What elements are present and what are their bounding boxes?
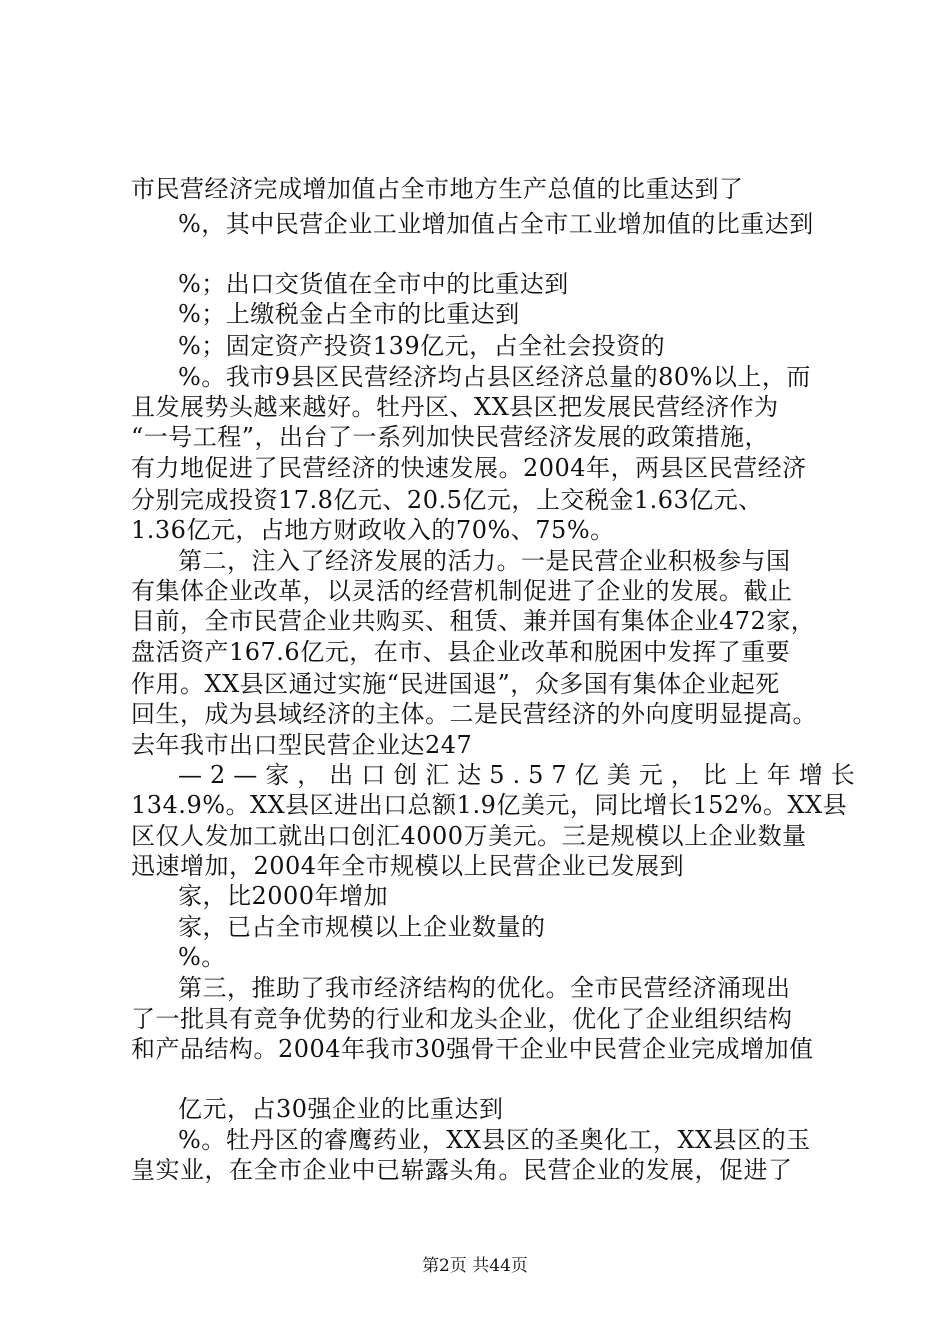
- text-line-11: 1.36亿元，占地方财政收入的70%、75%。: [131, 516, 615, 544]
- text-line-26: 第三，推助了我市经济结构的优化。全市民营经济涌现出: [178, 974, 791, 1002]
- text-line-3: %；出口交货值在全市中的比重达到: [178, 270, 569, 298]
- text-line-18: 去年我市出口型民营企业达247: [131, 731, 473, 759]
- text-line-6: %。我市9县区民营经济均占县区经济总量的80%以上，而: [178, 363, 811, 391]
- text-line-14: 目前，全市民营企业共购买、租赁、兼并国有集体企业472家，: [131, 607, 816, 635]
- text-line-13: 有集体企业改革，以灵活的经营机制促进了企业的发展。截止: [131, 577, 793, 605]
- text-line-29: 亿元，占30强企业的比重达到: [178, 1095, 504, 1123]
- text-line-27: 了一批具有竞争优势的行业和龙头企业，优化了企业组织结构: [131, 1005, 793, 1033]
- text-line-8: “一号工程”，出台了一系列加快民营经济发展的政策措施，: [131, 423, 770, 451]
- text-line-4: %；上缴税金占全市的比重达到: [178, 300, 520, 328]
- text-line-7: 且发展势头越来越好。牡丹区、XX县区把发展民营经济作为: [131, 393, 779, 421]
- text-line-23: 家，比2000年增加: [178, 882, 389, 910]
- text-line-16: 作用。XX县区通过实施“民进国退”，众多国有集体企业起死: [131, 670, 780, 698]
- text-line-21: 区仅人发加工就出口创汇4000万美元。三是规模以上企业数量: [131, 822, 807, 850]
- text-line-19: —2—家，出口创汇达5.57亿美元，比上年增长: [178, 761, 863, 789]
- text-line-28: 和产品结构。2004年我市30强骨干企业中民营企业完成增加值: [131, 1035, 814, 1063]
- text-line-17: 回生，成为县域经济的主体。二是民营经济的外向度明显提高。: [131, 700, 817, 728]
- text-line-1: 市民营经济完成增加值占全市地方生产总值的比重达到了: [131, 175, 744, 203]
- page-footer: 第2页 共44页: [422, 1256, 528, 1276]
- text-line-10: 分别完成投资17.8亿元、20.5亿元，上交税金1.63亿元、: [131, 486, 763, 514]
- text-line-25: %。: [178, 943, 226, 971]
- text-line-2: %，其中民营企业工业增加值占全市工业增加值的比重达到: [178, 210, 814, 238]
- text-line-31: 皇实业，在全市企业中已崭露头角。民营企业的发展，促进了: [131, 1156, 793, 1184]
- text-line-24: 家，已占全市规模以上企业数量的: [178, 913, 546, 941]
- text-line-22: 迅速增加，2004年全市规模以上民营企业已发展到: [131, 852, 685, 880]
- text-line-9: 有力地促进了民营经济的快速发展。2004年，两县区民营经济: [131, 454, 807, 482]
- text-line-15: 盘活资产167.6亿元，在市、县企业改革和脱困中发挥了重要: [131, 638, 791, 666]
- text-line-12: 第二，注入了经济发展的活力。一是民营企业积极参与国: [178, 547, 791, 575]
- text-line-5: %；固定资产投资139亿元，占全社会投资的: [178, 332, 666, 360]
- text-line-20: 134.9%。XX县区进出口总额1.9亿美元，同比增长152%。XX县: [131, 791, 848, 819]
- text-line-30: %。牡丹区的睿鹰药业，XX县区的圣奥化工，XX县区的玉: [178, 1126, 811, 1154]
